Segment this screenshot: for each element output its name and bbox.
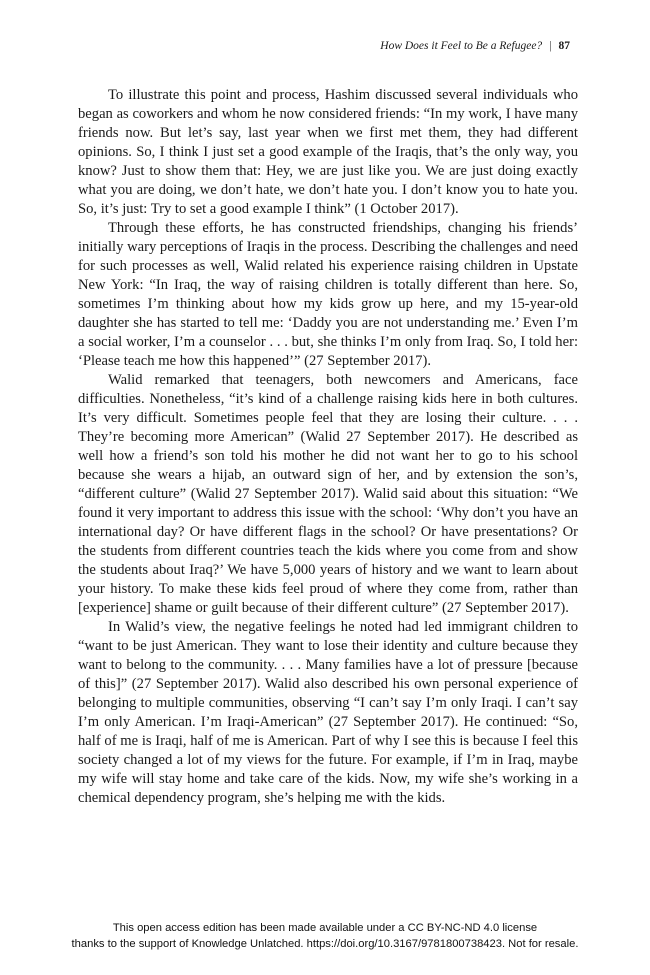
running-head — [380, 40, 570, 52]
body-text — [78, 86, 578, 808]
running-head-separator: | — [549, 40, 552, 52]
license-footer — [0, 920, 650, 952]
support-line: thanks to the support of Knowledge Unlatched. https://doi.org/10.3167/9781800738423. Not for resale. — [71, 938, 579, 950]
license-line: This open access edition has been made available under a CC BY-NC-ND 4.0 license — [112, 922, 538, 934]
page-number: 87 — [558, 40, 570, 52]
paragraph-4: In Walid’s view, the negative feelings he noted had led immigrant children to “want to be just American. They want to lose their identity and culture because they want to belong to the community. . . . Many families have a lot of pressure [because of this]” (27 September 2017). Walid also described his own personal experience of belonging to multiple communities, observing “I can’t say I’m only Iraqi. I can’t say I’m only American. I’m Iraqi-American” (27 September 2017). He continued: “So, half of me is Iraqi, half of me is American. Part of why I see this is because I feel this society changed a lot of my views for the future. For example, if I’m in Iraq, maybe my wife will stay home and take care of the kids. Now, my wife she’s working in a chemical dependency program, she’s helping me with the kids. — [78, 619, 578, 806]
running-head-title: How Does it Feel to Be a Refugee? — [380, 40, 543, 52]
paragraph-1: To illustrate this point and process, Hashim discussed several individuals who began as coworkers and whom he now considered friends: “In my work, I have many friends now. But let’s say, last year when we first met them, they had different opinions. So, I think I just set a good example of the Iraqis, that’s the only way, you know? Just to show them that: Hey, we are just like you. We are just doing exactly what you are doing, we don’t hate, we don’t hate you. I don’t know you to hate you. So, it’s just: Try to set a good example I think” (1 October 2017). — [78, 87, 578, 217]
paragraph-3: Walid remarked that teenagers, both newcomers and Americans, face difficulties. Nonetheless, “it’s kind of a challenge raising kids here in both cultures. It’s very difficult. Sometimes people feel that they are losing their culture. . . . They’re becoming more American” (Walid 27 September 2017). He described as well how a friend’s son told his mother he did not want her to go to his school because she wears a hijab, an outward sign of her, and by extension the son’s, “different culture” (Walid 27 September 2017). Walid said about this situation: “We found it very important to address this issue with the school: ‘Why don’t you have an international day? Or have different flags in the school? Or have presentations? Or the students from different countries teach the kids where you come from and show the students about Iraq?’ We have 5,000 years of history and we want to learn about your history. To make these kids feel proud of where they come from, rather than [experience] shame or guilt because of their different culture” (27 September 2017). — [78, 372, 578, 616]
paragraph-2: Through these efforts, he has constructed friendships, changing his friends’ initially wary perceptions of Iraqis in the process. Describing the challenges and need for such processes as well, Walid related his experience raising children in Upstate New York: “In Iraq, the way of raising children is totally different than here. So, sometimes I’m thinking about how my kids grow up here, and my 15-year-old daughter she has started to tell me: ‘Daddy you are not understanding me.’ Even I’m a social worker, I’m a counselor . . . but, she thinks I’m only from Iraq. So, I told her: ‘Please teach me how this happened’” (27 September 2017). — [78, 220, 578, 369]
